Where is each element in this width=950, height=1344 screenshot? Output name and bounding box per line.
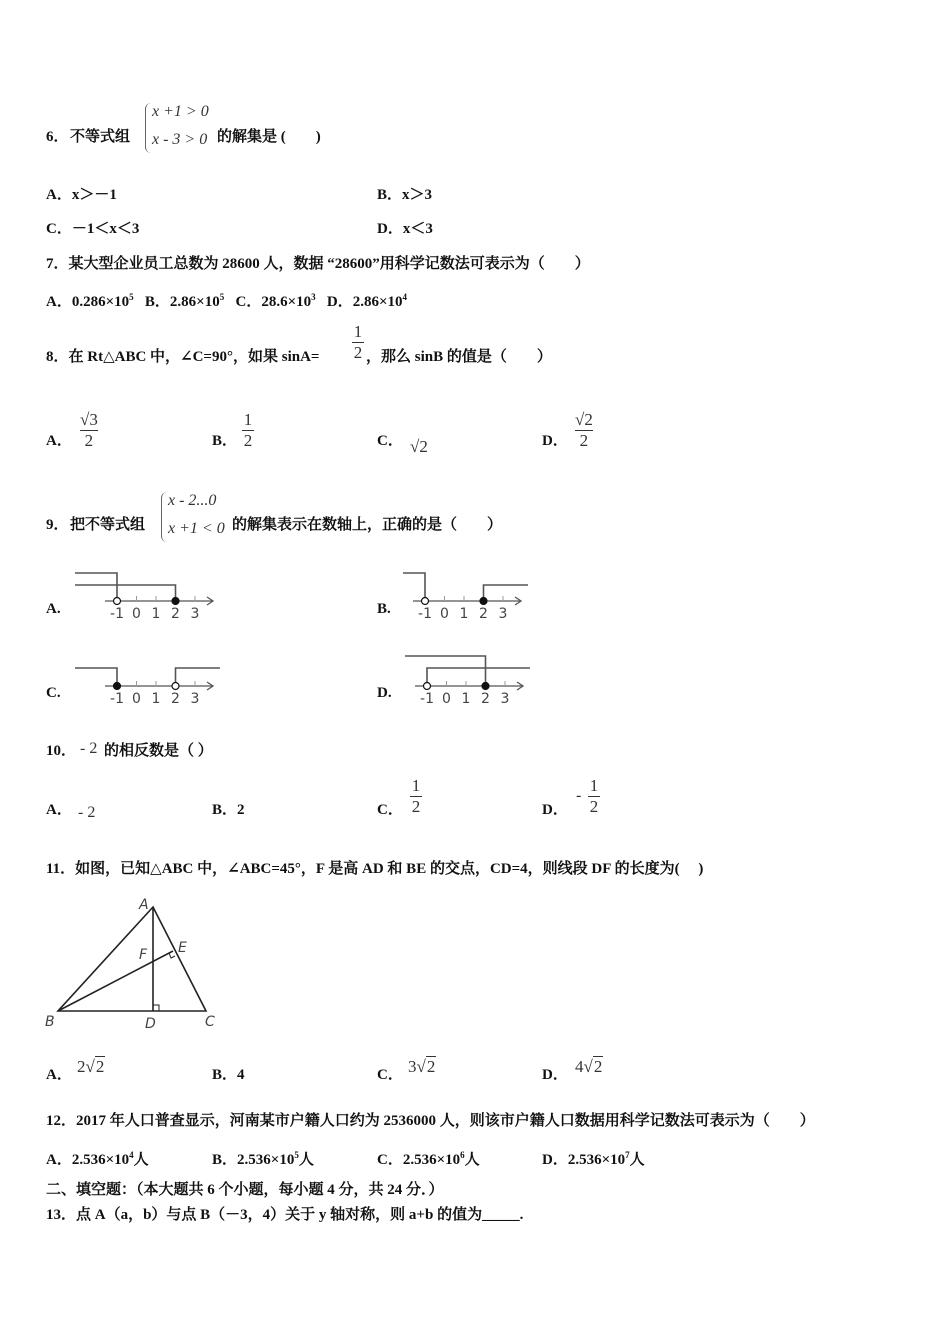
- axis-tick-label: -1: [418, 606, 432, 622]
- vertex-label-a: A: [139, 897, 149, 913]
- open-endpoint: [422, 598, 429, 605]
- vertex-label-b: B: [45, 1014, 55, 1030]
- q8-option-b[interactable]: B．: [212, 433, 238, 449]
- q8-option-b-value: 1 2: [243, 410, 253, 450]
- axis-tick-label: 0: [442, 691, 451, 707]
- q11-option-b[interactable]: B．4: [212, 1067, 245, 1083]
- q8-option-d-value: √2 2: [575, 410, 593, 450]
- q11-option-a-value: 2√2: [77, 1057, 105, 1076]
- q10-option-b[interactable]: B．2: [212, 802, 245, 818]
- q6-option-d[interactable]: D．x＜3: [377, 221, 433, 237]
- axis-tick-label: 3: [190, 691, 200, 707]
- q11-option-a[interactable]: A．: [46, 1067, 72, 1083]
- solution-ray: [427, 668, 530, 686]
- q9-option-b[interactable]: B.: [377, 601, 391, 617]
- q11-option-c[interactable]: C．: [377, 1067, 403, 1083]
- solution-ray: [75, 668, 117, 686]
- closed-endpoint: [114, 683, 121, 690]
- q8-option-c[interactable]: C．: [377, 433, 403, 449]
- q12-option-d[interactable]: D．$2.536\times 10^7$人: [542, 1150, 645, 1168]
- axis-tick-label: 3: [190, 606, 200, 622]
- q9-brace: [161, 492, 167, 542]
- q9-stem: 把不等式组: [70, 517, 146, 533]
- q11-triangle-figure: [40, 895, 230, 1035]
- solution-ray: [176, 668, 221, 686]
- q11-stem: 11．如图，已知△ABC 中，∠ABC=45°，F 是高 AD 和 BE 的交点，CD=4，则线段 DF 的长度为( ): [46, 861, 704, 877]
- q9-number-line-c: [75, 650, 220, 710]
- q11-option-d[interactable]: D．: [542, 1067, 568, 1083]
- closed-endpoint: [482, 683, 489, 690]
- q9-option-a[interactable]: A.: [46, 601, 61, 617]
- axis-tick-label: -1: [110, 606, 124, 622]
- q6-option-b[interactable]: B．x＞3: [377, 187, 433, 203]
- solution-ray: [75, 585, 176, 601]
- q10-number: 10．: [46, 743, 77, 759]
- q6-eq2: x - 3 > 0: [152, 131, 208, 148]
- q9-tail: 的解集表示在数轴上，正确的是（ ）: [232, 517, 503, 533]
- q9-option-d[interactable]: D.: [377, 685, 392, 701]
- axis-tick-label: 0: [440, 606, 449, 622]
- q9-number-line-b: [403, 565, 528, 625]
- q6-stem: 不等式组: [70, 129, 131, 145]
- closed-endpoint: [172, 598, 179, 605]
- q8-option-a-value: √3 2: [80, 410, 98, 450]
- q8-stem: 8．在 Rt△ABC 中，∠C=90°，如果 sinA=: [46, 349, 320, 365]
- axis-tick-label: 0: [132, 691, 141, 707]
- q10-option-a[interactable]: A．: [46, 802, 72, 818]
- axis-tick-label: 1: [151, 691, 161, 707]
- q6-option-a[interactable]: A．x＞－1: [46, 187, 117, 203]
- q12-stem: 12．2017 年人口普查显示，河南某市户籍人口约为 2536000 人，则该市户籍人口数据用科学记数法可表示为（ ）: [46, 1113, 815, 1129]
- vertex-label-c: C: [205, 1014, 215, 1030]
- q9-number-line-d: [405, 650, 530, 710]
- axis-tick-label: 3: [500, 691, 510, 707]
- q8-option-d[interactable]: D．: [542, 433, 568, 449]
- q7-option-a[interactable]: A．$0.286\times 10^5$: [46, 292, 134, 310]
- q10-option-c[interactable]: C．: [377, 802, 403, 818]
- q9-eq1: x - 2...0: [168, 492, 217, 509]
- q9-option-c[interactable]: C.: [46, 685, 61, 701]
- q10-option-d-sign: -: [576, 787, 582, 804]
- axis-tick-label: 2: [171, 606, 180, 622]
- q12-option-a[interactable]: A．$2.536\times 10^4$人: [46, 1150, 149, 1168]
- q11-option-d-value: 4√2: [575, 1057, 603, 1076]
- axis-tick-label: 2: [171, 691, 180, 707]
- solution-ray: [484, 585, 529, 601]
- q7-option-d[interactable]: D．$2.86\times 10^4$: [326, 292, 408, 310]
- axis-tick-label: 3: [498, 606, 508, 622]
- open-endpoint: [424, 683, 431, 690]
- axis-tick-label: 2: [479, 606, 488, 622]
- axis-tick-label: 1: [461, 691, 471, 707]
- q7-option-b[interactable]: B．$2.86\times 10^5$: [144, 292, 225, 310]
- q9-number: 9．: [46, 517, 69, 533]
- axis-tick-label: 1: [151, 606, 161, 622]
- solution-ray: [405, 656, 486, 686]
- q8-tail: ，那么 sinB 的值是（ ）: [366, 349, 552, 365]
- q8-fraction: 1 2: [353, 322, 363, 362]
- vertex-label-f: F: [139, 947, 148, 963]
- q8-option-a[interactable]: A．: [46, 433, 72, 449]
- q12-option-b[interactable]: B．$2.536\times 10^5$人: [212, 1150, 314, 1168]
- section-2-heading: 二、填空题：（本大题共 6 个小题，每小题 4 分，共 24 分．）: [46, 1182, 444, 1198]
- q7-option-c[interactable]: C．$28.6\times 10^3$: [235, 292, 316, 310]
- q13-stem: 13．点 A（a，b）与点 B（－3，4）关于 y 轴对称，则 a+b 的值为_____.: [46, 1207, 524, 1223]
- solution-ray: [403, 573, 425, 601]
- q7-stem: 7．某大型企业员工总数为 28600 人，数据 “28600”用科学记数法可表示为（ ）: [46, 256, 590, 272]
- open-endpoint: [114, 598, 121, 605]
- q9-eq2: x +1 < 0: [168, 520, 225, 537]
- q10-expr: - 2: [80, 740, 98, 757]
- axis-tick-label: 2: [481, 691, 490, 707]
- q10-tail: 的相反数是（ ）: [104, 743, 213, 759]
- q10-option-d[interactable]: D．: [542, 802, 568, 818]
- q6-option-c[interactable]: C．－1＜x＜3: [46, 221, 140, 237]
- closed-endpoint: [480, 598, 487, 605]
- vertex-label-e: E: [178, 940, 187, 956]
- solution-ray: [75, 573, 117, 601]
- q6-eq1: x +1 > 0: [152, 103, 209, 120]
- q9-number-line-a: [75, 565, 220, 625]
- vertex-label-d: D: [145, 1016, 156, 1032]
- axis-tick-label: 1: [459, 606, 469, 622]
- q10-option-c-value: 1 2: [411, 776, 421, 816]
- q6-brace: [145, 103, 151, 153]
- q10-option-a-value: - 2: [78, 804, 96, 821]
- q6-number: 6．: [46, 129, 69, 145]
- axis-tick-label: 0: [132, 606, 141, 622]
- axis-tick-label: -1: [420, 691, 434, 707]
- q10-option-d-value: 1 2: [589, 776, 599, 816]
- axis-tick-label: -1: [110, 691, 124, 707]
- q11-option-c-value: 3√2: [408, 1057, 436, 1076]
- q6-tail: 的解集是 ( ): [217, 129, 321, 145]
- q8-option-c-value: √2: [410, 437, 428, 456]
- q12-option-c[interactable]: C．$2.536\times 10^6$人: [377, 1150, 480, 1168]
- q7-options: [46, 288, 407, 311]
- open-endpoint: [172, 683, 179, 690]
